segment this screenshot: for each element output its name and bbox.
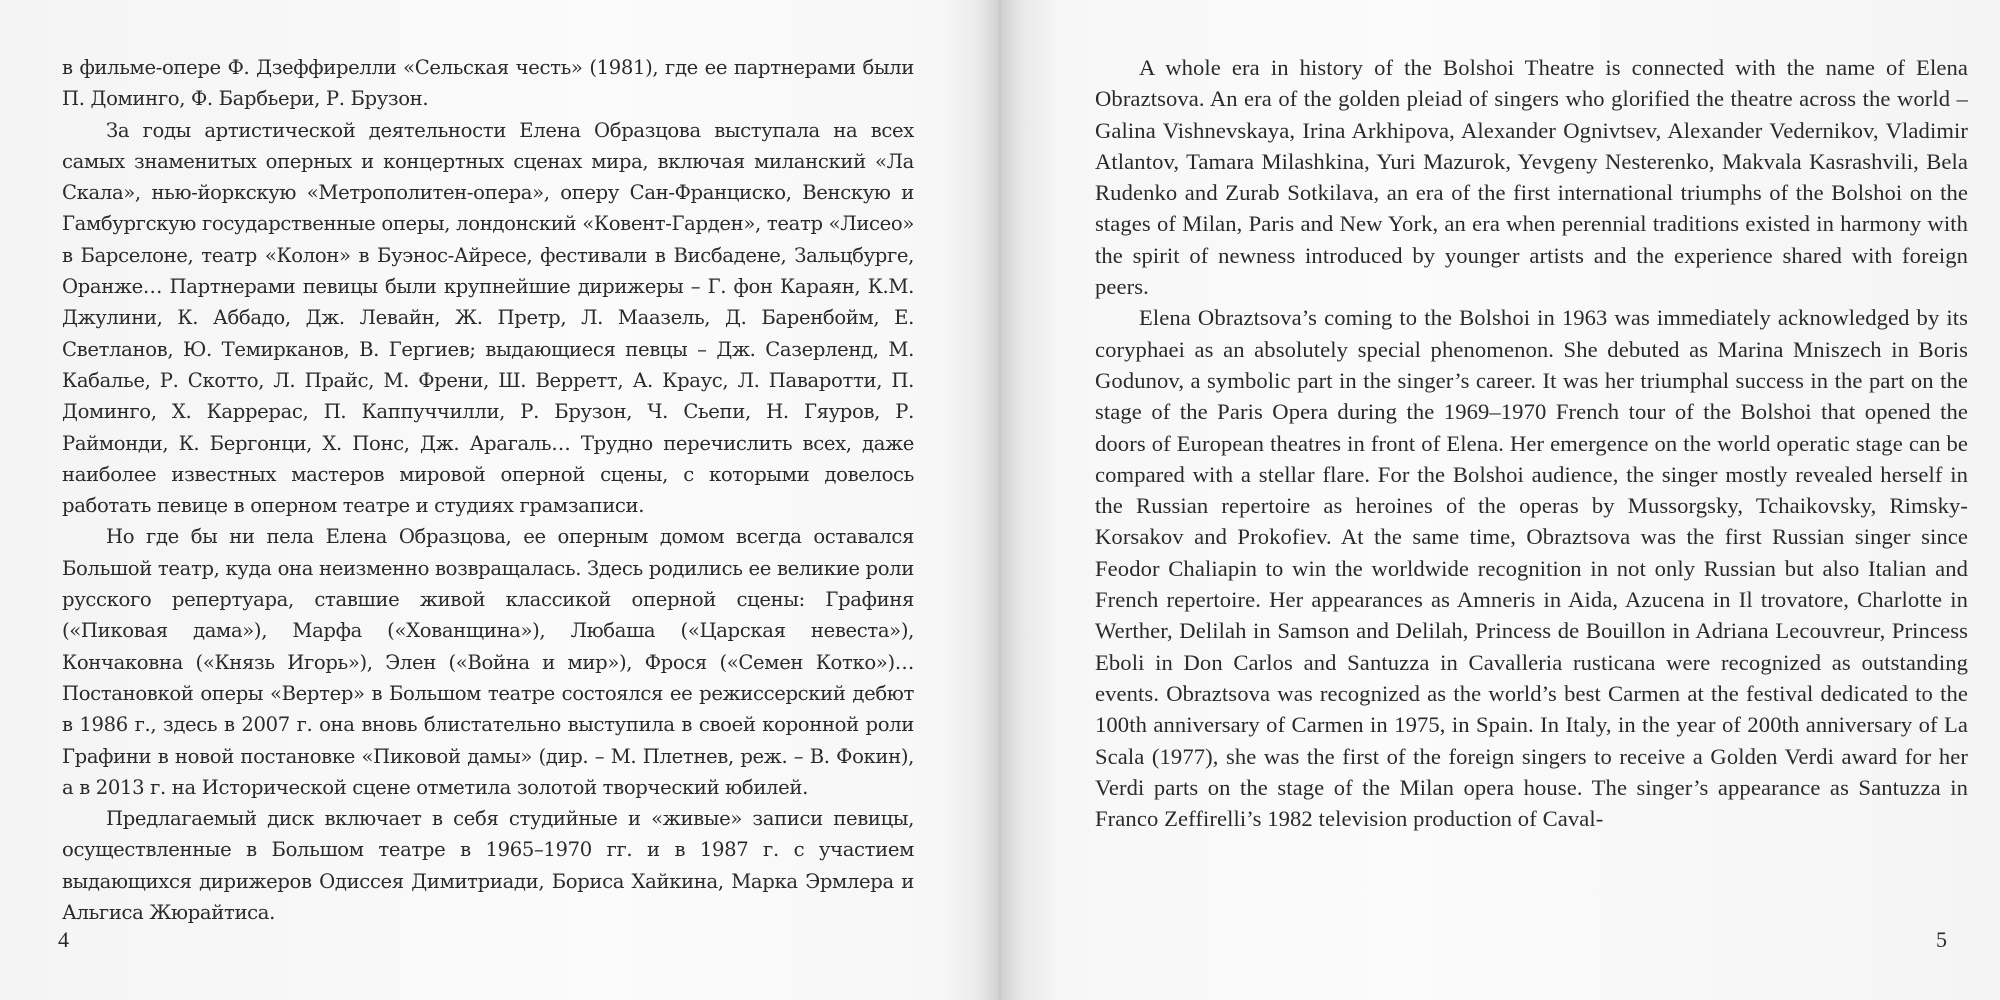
right-page-number: 5	[1936, 927, 1947, 952]
left-paragraph-1: в фильме-опере Ф. Дзеффирелли «Сельская честь» (1981), где ее партнерами были П. Доминго, Ф. Барбьери, Р. Брузон.	[62, 56, 914, 111]
left-page-text	[62, 52, 914, 928]
left-paragraph-2: За годы артистической деятельности Елена Образцова выступала на всех самых знаменитых оперных и концертных сценах мира, включая миланский «Ла Скала», нью-йоркскую «Метрополитен-опера», оперу Сан-Франциско, Венскую и Гамбургскую государственные оперы, лондонский «Ковент-Гарден», театр «Лисео» в Барселоне, театр «Колон» в Буэнос-Айресе, фестивали в Висбадене, Зальцбурге, Оранже… Партнерами певицы были крупнейшие дирижеры – Г. фон Караян, К.М. Джулини, К. Аббадо, Дж. Левайн, Ж. Претр, Л. Маазель, Д. Баренбойм, Е. Светланов, Ю. Темирканов, В. Гергиев; выдающиеся певцы – Дж. Сазерленд, М. Кабалье, Р. Скотто, Л. Прайс, М. Френи, Ш. Верретт, А. Краус, Л. Паваротти, П. Доминго, Х. Каррерас, П. Каппуччилли, Р. Брузон, Ч. Сьепи, Н. Гяуров, Р. Раймонди, К. Бергонци, Х. Понс, Дж. Арагаль… Трудно перечислить всех, даже наиболее известных мастеров мировой оперной сцены, с которыми довелось работать певице в оперном театре и студиях грамзаписи.	[62, 118, 914, 518]
right-paragraph-1: A whole era in history of the Bolshoi Theatre is connected with the name of Elena Obraztsova. An era of the golden pleiad of singers who glorified the theatre across the world – Galina Vishnevskaya, Irina Arkhipova, Alexander Ognivtsev, Alexander Vedernikov, Vladimir Atlantov, Tamara Milashkina, Yuri Mazurok, Yevgeny Nesterenko, Makvala Kasrashvili, Bela Rudenko and Zurab Sotkilava, an era of the first international triumphs of the Bolshoi on the stages of Milan, Paris and New York, an era when perennial traditions existed in harmony with the spirit of newness introduced by younger artists and the experience shared with foreign peers.	[1095, 55, 1968, 300]
right-page	[1010, 0, 2000, 1000]
left-page	[0, 0, 990, 1000]
left-paragraph-3: Но где бы ни пела Елена Образцова, ее оперным домом всегда оставался Большой театр, куда она неизменно возвращалась. Здесь родились ее великие роли русского репертуара, ставшие живой классикой оперной сцены: Графиня («Пиковая дама»), Марфа («Хованщина»), Любаша («Царская невеста»), Кончаковна («Князь Игорь»), Элен («Война и мир»), Фрося («Семен Котко»)… Постановкой оперы «Вертер» в Большом театре состоялся ее режиссерский дебют в 1986 г., здесь в 2007 г. она вновь блистательно выступила в своей коронной роли Графини в новой постановке «Пиковой дамы» (дир. – М. Плетнев, реж. – В. Фокин), а в 2013 г. на Исторической сцене отметила золотой творческий юбилей.	[62, 525, 914, 799]
left-page-number: 4	[58, 927, 69, 952]
right-page-text	[1095, 52, 1968, 834]
right-paragraph-2: Elena Obraztsova’s coming to the Bolshoi in 1963 was immediately acknowledged by its coryphaei as an absolutely special phenomenon. She debuted as Marina Mniszech in Boris Godunov, a symbolic part in the singer’s career. It was her triumphal success in the part on the stage of the Paris Opera during the 1969–1970 French tour of the Bolshoi that opened the doors of European theatres in front of Elena. Her emergence on the world operatic stage can be compared with a stellar flare. For the Bolshoi audience, the singer mostly revealed herself in the Russian repertoire as heroines of the operas by Mussorgsky, Tchaikovsky, Rimsky-Korsakov and Prokofiev. At the same time, Obraztsova was the first Russian singer since Feodor Chaliapin to win the worldwide recognition in not only Russian but also Italian and French repertoire. Her appearances as Amneris in Aida, Azucena in Il trovatore, Charlotte in Werther, Delilah in Samson and Delilah, Princess de Bouillon in Adriana Lecouvreur, Princess Eboli in Don Carlos and Santuzza in Cavalleria rusticana were recognized as outstanding events. Obraztsova was recognized as the world’s best Carmen at the festival dedicated to the 100th anniversary of Carmen in 1975, in Spain. In Italy, in the year of 200th anniversary of La Scala (1977), she was the first of the foreign singers to receive a Golden Verdi award for her Verdi parts on the stage of the Milan opera house. The singer’s appearance as Santuzza in Franco Zeffirelli’s 1982 television production of Caval-	[1095, 305, 1968, 832]
left-paragraph-4: Предлагаемый диск включает в себя студийные и «живые» записи певицы, осуществленные в Большом театре в 1965–1970 гг. и в 1987 г. с участием выдающихся дирижеров Одиссея Димитриади, Бориса Хайкина, Марка Эрмлера и Альгиса Жюрайтиса.	[62, 807, 914, 925]
